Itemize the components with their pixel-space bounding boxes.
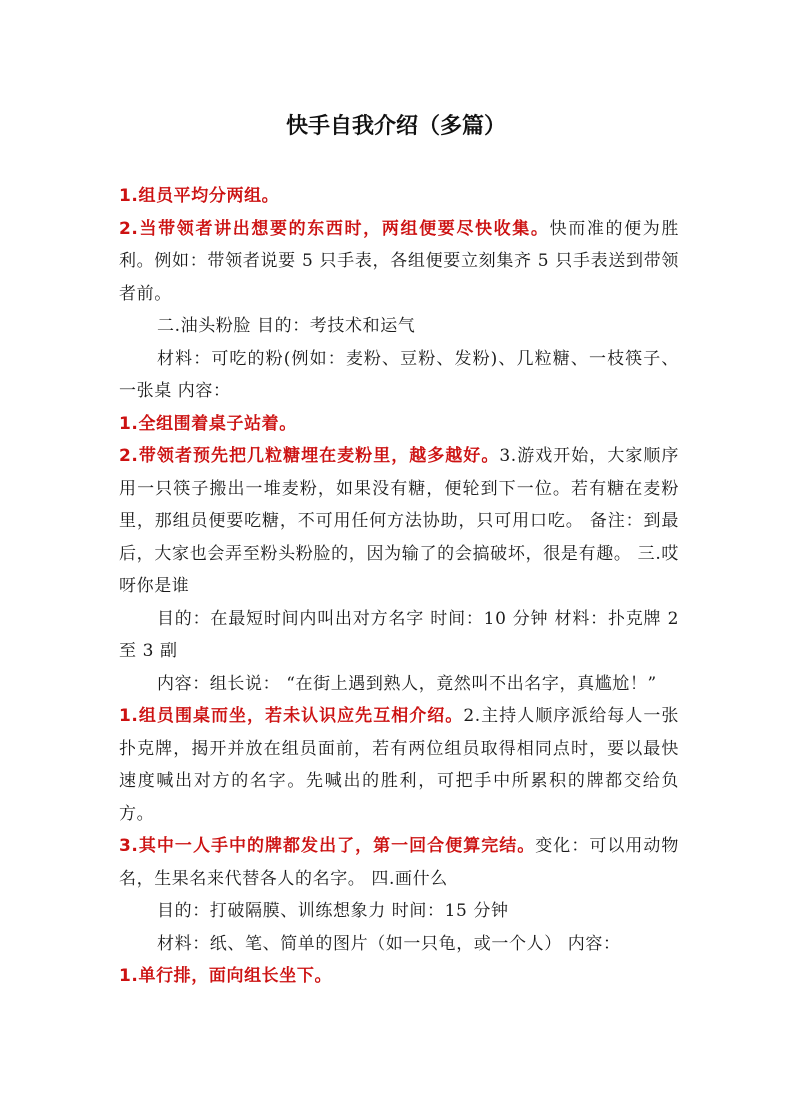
document-title: 快手自我介绍（多篇） xyxy=(285,114,506,139)
paragraph-5 xyxy=(119,408,679,441)
paragraph-12 xyxy=(119,928,679,961)
paragraph-7 xyxy=(119,603,679,668)
body-text: 内容：组长说： “在街上遇到熟人，竟然叫不出名字，真尴尬！” xyxy=(157,673,657,694)
document-body xyxy=(119,180,679,993)
highlight-text: 1.组员围桌而坐，若未认识应先互相介绍。 xyxy=(119,706,464,726)
highlight-text: 2.当带领者讲出想要的东西时，两组便要尽快收集。 xyxy=(119,218,550,239)
body-text: 目的：在最短时间内叫出对方名字 时间：10 分钟 材料：扑克牌 2 至 3 副 xyxy=(119,608,679,661)
paragraph-4 xyxy=(119,343,679,408)
body-text: 变化：可以用动物名，生果名来代替各人的名字。 四.画什么 xyxy=(119,836,679,889)
paragraph-6 xyxy=(119,440,679,603)
body-text: 2.主持人顺序派给每人一张扑克牌，揭开并放在组员面前，若有两位组员取得相同点时，要以最快速度喊出对方的名字。先喊出的胜利，可把手中所累积的牌都交给负方。 xyxy=(119,706,679,824)
body-text: 3.游戏开始，大家顺序用一只筷子搬出一堆麦粉，如果没有糖，便轮到下一位。若有糖在麦粉里，那组员便要吃糖，不可用任何方法协助，只可用口吃。 备注：到最后，大家也会弄至粉头粉脸的，因为输了的会搞破坏，很是有趣。 三.哎呀你是谁 xyxy=(119,446,679,596)
paragraph-8 xyxy=(119,668,679,701)
paragraph-11 xyxy=(119,895,679,928)
paragraph-2 xyxy=(119,213,679,311)
paragraph-1 xyxy=(119,180,679,213)
paragraph-3 xyxy=(119,310,679,343)
body-text: 材料：纸、笔、简单的图片（如一只龟，或一个人） 内容： xyxy=(157,933,621,954)
body-text: 目的：打破隔膜、训练想象力 时间：15 分钟 xyxy=(157,901,509,921)
body-text: 材料：可吃的粉(例如：麦粉、豆粉、发粉)、几粒糖、一枝筷子、一张桌 内容： xyxy=(119,348,679,401)
paragraph-9 xyxy=(119,700,679,830)
paragraph-10 xyxy=(119,830,679,895)
paragraph-13 xyxy=(119,960,679,993)
highlight-text: 1.单行排，面向组长坐下。 xyxy=(119,966,333,986)
body-text: 二.油头粉脸 目的：考技术和运气 xyxy=(157,316,416,336)
highlight-text: 3.其中一人手中的牌都发出了，第一回合便算完结。 xyxy=(119,836,536,856)
highlight-text: 1.全组围着桌子站着。 xyxy=(119,413,297,434)
highlight-text: 2.带领者预先把几粒糖埋在麦粉里，越多越好。 xyxy=(119,446,500,466)
highlight-text: 1.组员平均分两组。 xyxy=(119,186,280,206)
body-text: 快而准的便为胜利。例如：带领者说要 5 只手表，各组便要立刻集齐 5 只手表送到带领者前。 xyxy=(119,218,680,304)
